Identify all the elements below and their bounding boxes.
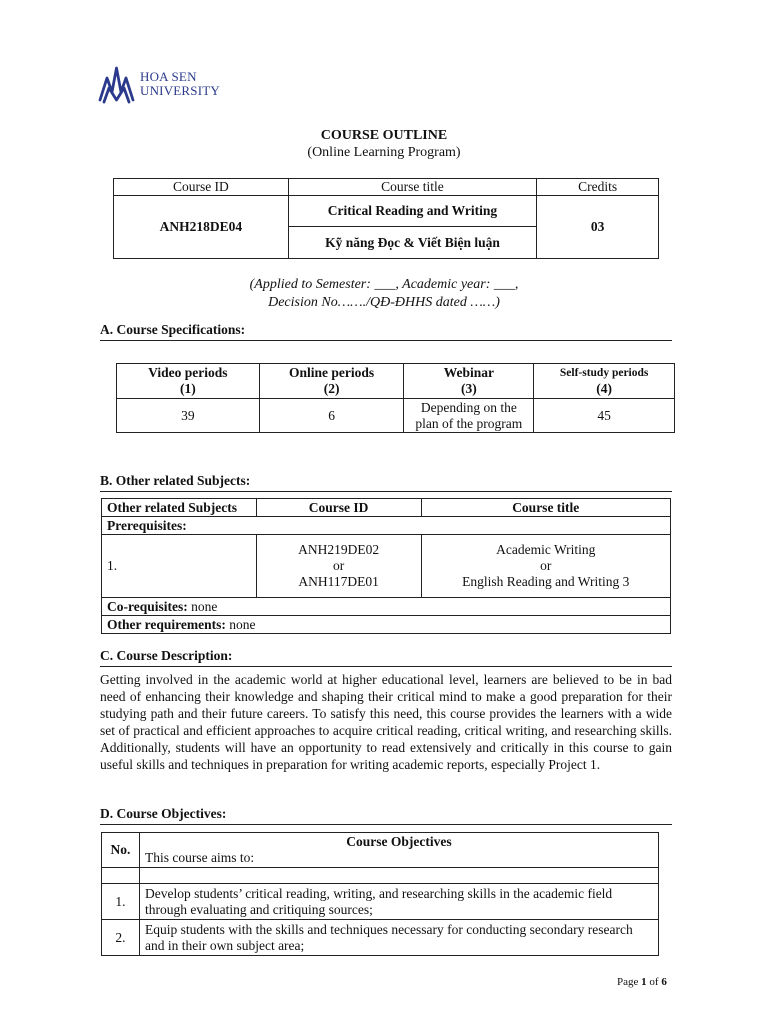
applied-line-2: Decision No……./QĐ-ĐHHS dated ……) bbox=[268, 295, 500, 310]
corequisites-row: Co-requisites: none bbox=[102, 598, 671, 616]
obj-header-no: No. bbox=[102, 833, 140, 868]
spec-header-online: Online periods (2) bbox=[259, 364, 404, 399]
course-description: Getting involved in the academic world at higher educational level, learners are believed to be in bad need of enhancing their knowledge and shaping their critical mind to make a good preparation for their studying path and their future careers. To satisfy this need, this course provides the learners with a wide set of practical and efficient approaches to acquire critical reading, critical writing, and researching skills. Additionally, students will have an opportunity to read extensively and critically in this course to gain useful skills and techniques in preparation for writing academic reports, especially Project 1. bbox=[100, 672, 672, 773]
section-a-heading: A. Course Specifications: bbox=[100, 322, 672, 341]
header-course-title: Course title bbox=[288, 179, 536, 196]
obj-intro: This course aims to: bbox=[144, 850, 255, 865]
header-credits: Credits bbox=[537, 179, 659, 196]
section-b-heading: B. Other related Subjects: bbox=[100, 473, 672, 492]
course-info-table bbox=[113, 178, 659, 259]
spec-header-video: Video periods (1) bbox=[117, 364, 260, 399]
obj-row-2-text: Equip students with the skills and techniques necessary for conducting secondary research and in their own subject area; bbox=[139, 920, 658, 956]
rel-header-subjects: Other related Subjects bbox=[102, 499, 257, 517]
obj-row-1-text: Develop students’ critical reading, writing, and researching skills in the academic field through evaluating and critiquing sources; bbox=[139, 884, 658, 920]
rel-header-course-title: Course title bbox=[421, 499, 671, 517]
other-requirements-row: Other requirements: none bbox=[102, 616, 671, 634]
section-c-heading: C. Course Description: bbox=[100, 648, 672, 667]
prereq-course-ids: ANH219DE02 or ANH117DE01 bbox=[256, 535, 421, 598]
spec-video-value: 39 bbox=[117, 399, 260, 433]
prereq-course-titles: Academic Writing or English Reading and Writing 3 bbox=[421, 535, 671, 598]
university-logo bbox=[98, 64, 220, 104]
spec-self-study-value: 45 bbox=[534, 399, 675, 433]
header-course-id: Course ID bbox=[114, 179, 289, 196]
course-specifications-table bbox=[116, 363, 675, 433]
page-number: Page 1 of 6 bbox=[617, 976, 667, 988]
spec-online-value: 6 bbox=[259, 399, 404, 433]
prerequisites-label: Prerequisites: bbox=[102, 517, 671, 535]
credits-value: 03 bbox=[537, 196, 659, 259]
page-subtitle: (Online Learning Program) bbox=[307, 145, 461, 160]
course-title-vi: Kỹ năng Đọc & Viết Biện luận bbox=[288, 227, 536, 259]
obj-row-1-no: 1. bbox=[102, 884, 140, 920]
course-objectives-table bbox=[101, 832, 659, 956]
course-id-value: ANH218DE04 bbox=[114, 196, 289, 259]
obj-empty-text bbox=[139, 868, 658, 884]
spec-header-webinar: Webinar (3) bbox=[404, 364, 534, 399]
rel-header-course-id: Course ID bbox=[256, 499, 421, 517]
page-title: COURSE OUTLINE bbox=[320, 128, 448, 143]
spec-header-self-study: Self-study periods (4) bbox=[534, 364, 675, 399]
lotus-logo-icon bbox=[98, 64, 135, 104]
spec-webinar-value: Depending on the plan of the program bbox=[404, 399, 534, 433]
logo-line-2: UNIVERSITY bbox=[140, 83, 220, 98]
course-title-en: Critical Reading and Writing bbox=[288, 196, 536, 227]
section-d-heading: D. Course Objectives: bbox=[100, 806, 672, 825]
related-subjects-table bbox=[101, 498, 671, 634]
obj-header: Course Objectives This course aims to: bbox=[139, 833, 658, 868]
applied-note bbox=[0, 276, 768, 312]
obj-row-2-no: 2. bbox=[102, 920, 140, 956]
logo-line-1: HOA SEN bbox=[140, 69, 197, 84]
obj-empty-no bbox=[102, 868, 140, 884]
prereq-row-number: 1. bbox=[102, 535, 257, 598]
applied-line-1: (Applied to Semester: ___, Academic year: ___, bbox=[249, 277, 519, 292]
